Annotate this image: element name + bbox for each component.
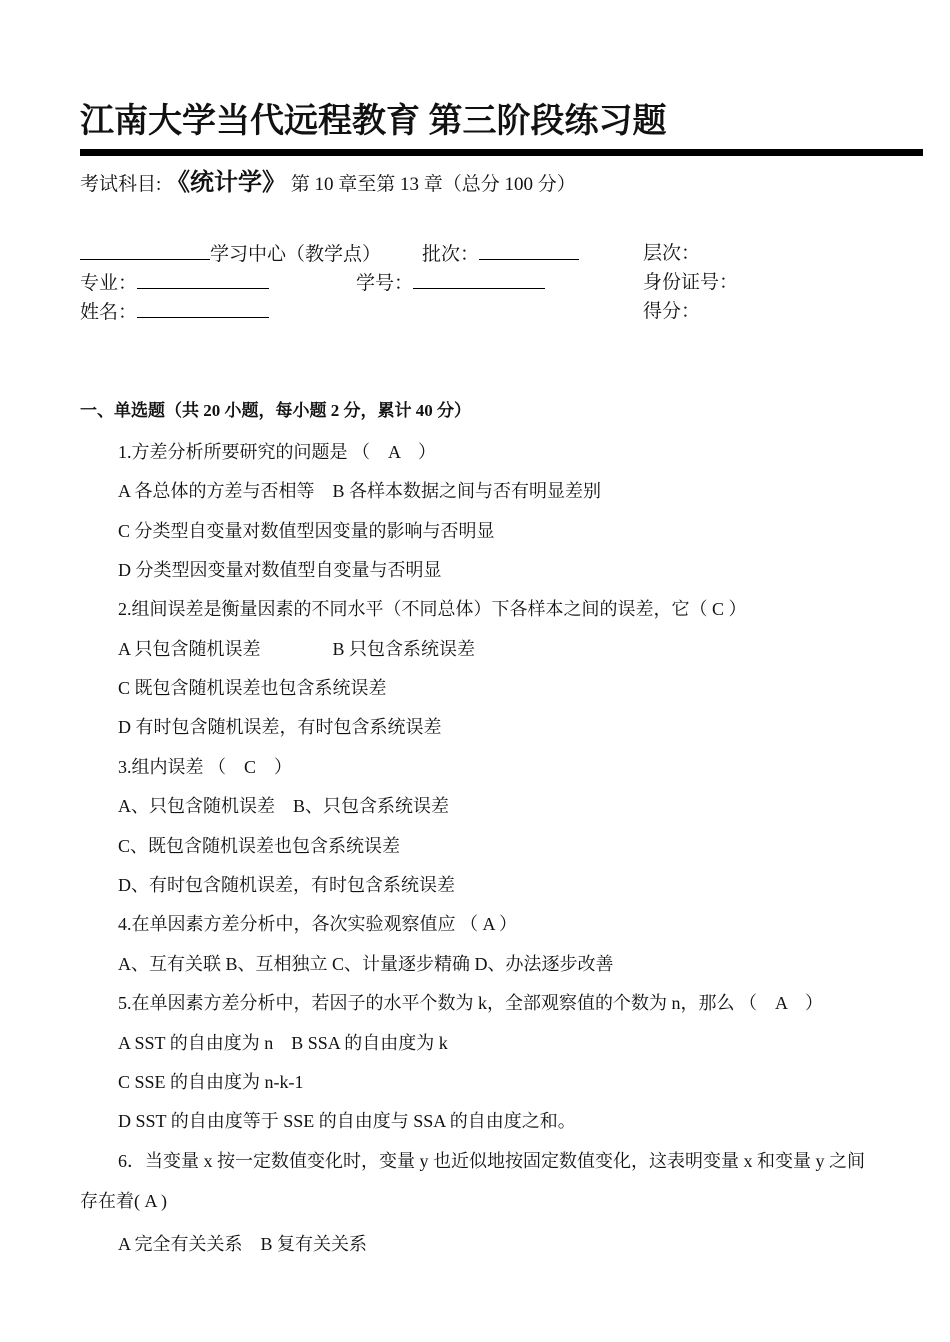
study-center-blank[interactable]	[80, 241, 210, 260]
major-blank[interactable]	[137, 270, 269, 289]
study-center-label: 学习中心（教学点）	[210, 244, 382, 265]
question-line: D 有时包含随机误差，有时包含系统误差	[118, 717, 442, 737]
subject-line	[80, 168, 576, 200]
section-heading: 一、单选题（共 20 小题，每小题 2 分，累计 40 分）	[80, 401, 471, 420]
question-line: C 分类型自变量对数值型因变量的影响与否明显	[118, 521, 495, 541]
id-card-field	[643, 270, 738, 296]
question-line: C、既包含随机误差也包含系统误差	[118, 836, 401, 856]
question-line: A 完全有关关系 B 复有关关系	[118, 1234, 368, 1254]
name-field	[80, 299, 269, 326]
question-line: C 既包含随机误差也包含系统误差	[118, 678, 387, 698]
question-line: D SST 的自由度等于 SSE 的自由度与 SSA 的自由度之和。	[118, 1111, 576, 1131]
subject-scope: 第 10 章至第 13 章（总分 100 分）	[290, 174, 576, 195]
level-field	[643, 241, 700, 267]
id-card-label: 身份证号：	[643, 272, 739, 293]
question-line: 5.在单因素方差分析中，若因子的水平个数为 k，全部观察值的个数为 n，那么 （ A ）	[118, 993, 824, 1013]
name-blank[interactable]	[137, 299, 269, 318]
major-label: 专业：	[80, 273, 138, 294]
question-line: A、互有关联 B、互相独立 C、计量逐步精确 D、办法逐步改善	[118, 954, 614, 974]
question-line: A 各总体的方差与否相等 B 各样本数据之间与否有明显差别	[118, 481, 602, 501]
level-label: 层次：	[643, 243, 701, 264]
student-id-blank[interactable]	[413, 270, 545, 289]
question-line: A、只包含随机误差 B、只包含系统误差	[118, 796, 450, 816]
page-title: 江南大学当代远程教育 第三阶段练习题	[80, 103, 667, 140]
batch-label: 批次：	[422, 244, 480, 265]
course-name: 《统计学》	[166, 170, 287, 196]
study-center-field	[80, 241, 381, 268]
question-line: C SSE 的自由度为 n-k-1	[118, 1072, 304, 1092]
question-line: 1.方差分析所要研究的问题是 （ A ）	[118, 442, 437, 462]
batch-blank[interactable]	[479, 241, 579, 260]
batch-field	[422, 241, 579, 268]
subject-prefix: 考试科目:	[80, 174, 167, 195]
score-label: 得分：	[643, 301, 701, 322]
name-label: 姓名：	[80, 302, 138, 323]
student-id-field	[356, 270, 545, 297]
question-line: 2.组间误差是衡量因素的不同水平（不同总体）下各样本之间的误差，它（ C ）	[118, 599, 747, 619]
question-line: A SST 的自由度为 n B SSA 的自由度为 k	[118, 1033, 448, 1053]
score-field	[643, 299, 700, 325]
question-line: 4.在单因素方差分析中，各次实验观察值应 （ A ）	[118, 914, 518, 934]
title-divider	[80, 149, 923, 156]
question-line: 3.组内误差 （ C ）	[118, 757, 293, 777]
major-field	[80, 270, 269, 297]
question-line: D、有时包含随机误差，有时包含系统误差	[118, 875, 455, 895]
question-line: D 分类型因变量对数值型自变量与否明显	[118, 560, 442, 580]
student-id-label: 学号：	[356, 273, 414, 294]
question-line: A 只包含随机误差 B 只包含系统误差	[118, 639, 476, 659]
question-6-stem: 6．当变量 x 按一定数值变化时，变量 y 也近似地按固定数值变化，这表明变量 x 和变量 y 之间存在着( A )	[80, 1151, 865, 1211]
